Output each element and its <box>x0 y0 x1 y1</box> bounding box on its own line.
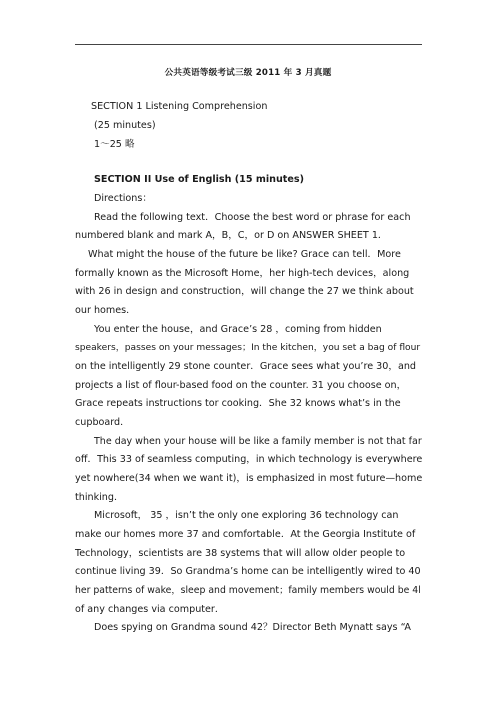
passage-line: Technology，scientists are 38 systems that will allow older people to <box>75 548 406 559</box>
header-rule <box>75 44 422 45</box>
passage-line: The day when your house will be like a family member is not that far <box>94 436 422 447</box>
passage-line: You enter the house，and Grace’s 28 ，coming from hidden <box>94 324 382 335</box>
section1-duration: (25 minutes) <box>94 120 156 131</box>
passage-line: off．This 33 of seamless computing，in which technology is everywhere <box>75 454 423 465</box>
directions-line: numbered blank and mark A，B，C，or D on ANSWER SHEET 1． <box>75 230 388 241</box>
passage-line: our homes． <box>75 305 136 316</box>
directions-line: Read the following text．Choose the best word or phrase for each <box>94 212 411 223</box>
section2-heading: SECTION II Use of English (15 minutes) <box>94 174 304 185</box>
passage-line: make our homes more 37 and comfortable．At the Georgia Institute of <box>75 529 416 540</box>
passage-line: of any changes via computer． <box>75 604 225 615</box>
passage-line: projects a list of flour-based food on the counter. 31 you choose on， <box>75 380 407 391</box>
passage-line: yet nowhere(34 when we want it)，is emphasized in most future—home <box>75 473 423 484</box>
passage-line: Does spying on Grandma sound 42？Director Beth Mynatt says “A <box>94 622 411 633</box>
passage-line: cupboard． <box>75 417 130 428</box>
page-title: 公共英语等级考试三级 2011 年 3 月真题 <box>164 68 332 78</box>
passage-line: her patterns of wake，sleep and movement；family members would be 4l <box>75 585 421 596</box>
passage-line: speakers，passes on your messages；In the kitchen，you set a bag of flour <box>75 343 421 353</box>
passage-line: Microsoft， 35 ，isn’t the only one exploring 36 technology can <box>94 510 399 521</box>
passage-line: thinking． <box>75 492 124 503</box>
passage-line: formally known as the Microsoft Home，her high-tech devices，along <box>75 268 410 279</box>
passage-line: What might the house of the future be like? Grace can tell．More <box>88 249 401 260</box>
passage-line: on the intelligently 29 stone counter．Grace sees what you’re 30，and <box>75 361 417 372</box>
directions-label: Directions： <box>94 193 152 204</box>
section1-heading: SECTION 1 Listening Comprehension <box>91 101 268 112</box>
section1-range: 1～25 略 <box>94 139 135 150</box>
passage-line: with 26 in design and construction，will change the 27 we think about <box>75 286 414 297</box>
passage-line: Grace repeats instructions tor cooking．She 32 knows what’s in the <box>75 398 401 409</box>
passage-line: continue living 39．So Grandma’s home can be intelligently wired to 40 <box>75 566 421 577</box>
